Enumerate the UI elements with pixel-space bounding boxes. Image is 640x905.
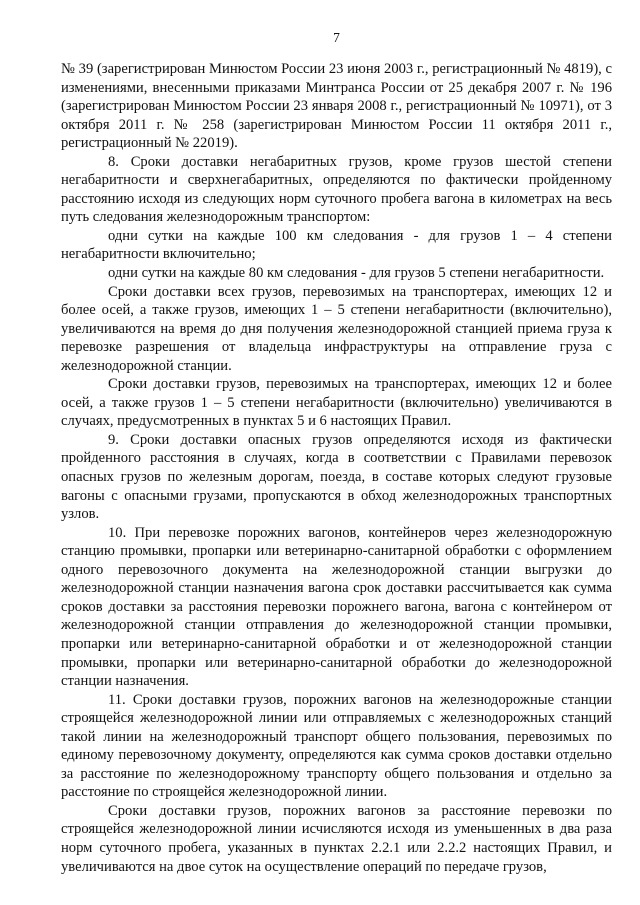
paragraph-item-10: 10. При перевозке порожних вагонов, контейнеров через железнодорожную станцию промывки, пропарки или ветеринарно-санитарной обработки с оформлением одного перевозочного документа на железнодорожной станции выгрузки до железнодорожной станции назначения вагона срок доставки рассчитывается как сумма сроков доставки за расстояния перевозки порожнего вагона, вагона с контейнером от железнодорожной станции отправления до железнодорожной станции промывки, пропарки или ветеринарно-санитарной обработки и от железнодорожной станции промывки, пропарки или ветеринарно-санитарной обработки до железнодорожной станции назначения. <box>61 524 612 690</box>
paragraph-transporters-cases: Сроки доставки грузов, перевозимых на транспортерах, имеющих 12 и более осей, а также грузов 1 – 5 степени негабаритности (включительно) увеличиваются в случаях, предусмотренных в пунктах 5 и 6 настоящих Правил. <box>61 376 612 430</box>
paragraph-continuation: № 39 (зарегистрирован Минюстом России 23 июня 2003 г., регистрационный № 4819), с изменениями, внесенными приказами Минтранса России от 25 декабря 2007 г. № 196 (зарегистрирован Минюстом России 23 января 2008 г., регистрационный № 10971), от 3 октября 2011 г. № 258 (зарегистрирован Минюстом России 11 октября 2011 г., регистрационный № 22019). <box>61 61 612 152</box>
paragraph-norm-80km: одни сутки на каждые 80 км следования - для грузов 5 степени негабаритности. <box>108 265 605 282</box>
page-number: 7 <box>333 30 340 45</box>
paragraph-norm-100km: одни сутки на каждые 100 км следования - для грузов 1 – 4 степени негабаритности включительно; <box>61 227 612 263</box>
paragraph-construction-line: Сроки доставки грузов, порожних вагонов за расстояние перевозки по строящейся железнодорожной линии исчисляются исходя из уменьшенных в два раза норм суточного пробега, указанных в пунктах 2.2.1 или 2.2.2 настоящих Правил, и увеличиваются на двое суток на осуществление операций по передаче грузов, <box>61 802 612 875</box>
paragraph-transporters-increase: Сроки доставки всех грузов, перевозимых на транспортерах, имеющих 12 и более осей, а также грузов, имеющих 1 – 5 степени негабаритности (включительно), увеличиваются на время до дня получения железнодорожной станцией приема груза к перевозке разрешения от владельца инфраструктуры на отправление груза с железнодорожной станции. <box>61 283 612 374</box>
paragraph-item-9: 9. Сроки доставки опасных грузов определяются исходя из фактически пройденного расстояния в случаях, когда в соответствии с Правилами перевозок опасных грузов по железным дорогам, поезда, в составе которых следуют грузовые вагоны с опасными грузами, пропускаются в обход железнодорожных транспортных узлов. <box>61 431 612 523</box>
paragraph-item-8: 8. Сроки доставки негабаритных грузов, кроме грузов шестой степени негабаритности и сверхнегабаритных, определяются по фактически пройденному расстоянию исходя из следующих норм суточного пробега вагона в километрах на весь путь следования железнодорожным транспортом: <box>61 153 612 226</box>
paragraph-item-11: 11. Сроки доставки грузов, порожних вагонов на железнодорожные станции строящейся железнодорожной линии или отправляемых с железнодорожных станций такой линии на железнодорожный транспорт общего пользования, перевозимых по единому перевозочному документу, определяются как сумма сроков доставки отдельно за расстояние по железнодорожному транспорту общего пользования и отдельно за расстояние по строящейся железнодорожной линии. <box>61 691 612 801</box>
